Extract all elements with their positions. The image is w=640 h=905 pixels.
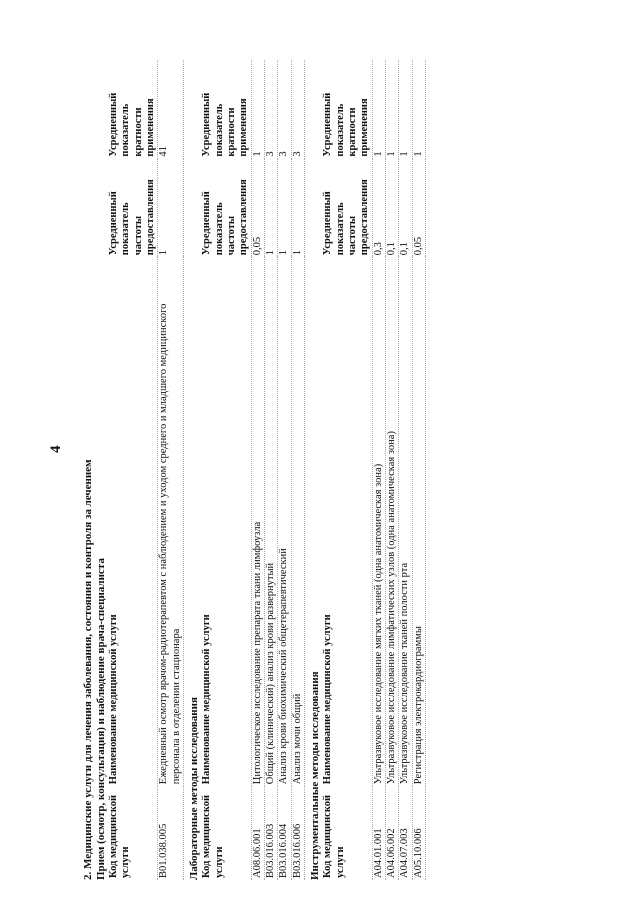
service-multiplicity: 3	[291, 60, 304, 159]
service-multiplicity: 3	[265, 60, 278, 159]
consult-block	[95, 60, 184, 880]
service-multiplicity: 1	[251, 60, 264, 159]
table-row	[386, 60, 399, 880]
service-code: A08.06.001	[251, 786, 264, 880]
service-name: Регистрация электрокардиограммы	[412, 257, 425, 786]
header-code: Код медицинской услуги	[108, 786, 158, 880]
service-code: B01.038.005	[158, 786, 184, 880]
table-row	[265, 60, 278, 880]
header-name: Наименование медицинской услуги	[322, 257, 372, 786]
lab-block	[187, 60, 305, 880]
lab-title: Лабораторные методы исследования	[188, 697, 201, 880]
service-frequency: 0,3	[372, 159, 385, 258]
table-row	[158, 60, 184, 880]
table-row	[251, 60, 264, 880]
service-code: A04.01.001	[372, 786, 385, 880]
header-multiplicity: Усредненный показатель кратности применения	[108, 60, 158, 159]
table-header-row	[201, 60, 251, 880]
service-name: Ультразвуковое исследование тканей полости рта	[399, 257, 412, 786]
instr-table	[322, 60, 426, 880]
table-row	[412, 60, 425, 880]
page-number: 4	[48, 445, 64, 453]
service-name: Анализ мочи общий	[291, 257, 304, 786]
service-code: B03.016.004	[278, 786, 291, 880]
service-name: Цитологическое исследование препарата ткани лимфоузла	[251, 257, 264, 786]
table-row	[399, 60, 412, 880]
service-code: B03.016.003	[265, 786, 278, 880]
service-code: A04.07.003	[399, 786, 412, 880]
instr-title: Инструментальные методы исследования	[309, 671, 322, 880]
table-header-row	[108, 60, 158, 880]
header-frequency: Усредненный показатель частоты предоставления	[322, 159, 372, 258]
service-name: Ежедневный осмотр врачом-радиотерапевтом с наблюдением и уходом среднего и младшего медицинского персонала в отделении стационара	[158, 257, 184, 786]
service-frequency: 1	[158, 159, 184, 258]
service-name: Общий (клинический) анализ крови развернутый	[265, 257, 278, 786]
consult-table	[108, 60, 184, 880]
service-frequency: 0,1	[399, 159, 412, 258]
service-code: A05.10.006	[412, 786, 425, 880]
table-row	[291, 60, 304, 880]
header-name: Наименование медицинской услуги	[201, 257, 251, 786]
section-title: 2. Медицинские услуги для лечения заболевания, состояния и контроля за лечением	[82, 459, 94, 880]
service-name: Анализ крови биохимический общетерапевтический	[278, 257, 291, 786]
service-multiplicity: 1	[372, 60, 385, 159]
service-multiplicity: 1	[412, 60, 425, 159]
header-code: Код медицинской услуги	[201, 786, 251, 880]
header-frequency: Усредненный показатель частоты предоставления	[201, 159, 251, 258]
header-code: Код медицинской услуги	[322, 786, 372, 880]
service-frequency: 0,05	[251, 159, 264, 258]
service-multiplicity: 41	[158, 60, 184, 159]
service-code: B03.016.006	[291, 786, 304, 880]
service-name: Ультразвуковое исследование мягких тканей (одна анатомическая зона)	[372, 257, 385, 786]
instr-block	[308, 60, 426, 880]
service-multiplicity: 1	[399, 60, 412, 159]
table-row	[372, 60, 385, 880]
service-frequency: 1	[278, 159, 291, 258]
consult-title: Прием (осмотр, консультация) и наблюдение врача-специалиста	[94, 558, 107, 880]
header-multiplicity: Усредненный показатель кратности применения	[201, 60, 251, 159]
service-name: Ультразвуковое исследование лимфатических узлов (одна анатомическая зона)	[386, 257, 399, 786]
service-frequency: 0,1	[386, 159, 399, 258]
service-code: A04.06.002	[386, 786, 399, 880]
header-name: Наименование медицинской услуги	[108, 257, 158, 786]
service-frequency: 0,05	[412, 159, 425, 258]
header-frequency: Усредненный показатель частоты предоставления	[108, 159, 158, 258]
table-row	[278, 60, 291, 880]
lab-table	[201, 60, 305, 880]
rotated-content	[82, 60, 424, 880]
table-header-row	[322, 60, 372, 880]
service-multiplicity: 3	[278, 60, 291, 159]
header-multiplicity: Усредненный показатель кратности применения	[322, 60, 372, 159]
service-frequency: 1	[291, 159, 304, 258]
service-frequency: 1	[265, 159, 278, 258]
service-multiplicity: 1	[386, 60, 399, 159]
